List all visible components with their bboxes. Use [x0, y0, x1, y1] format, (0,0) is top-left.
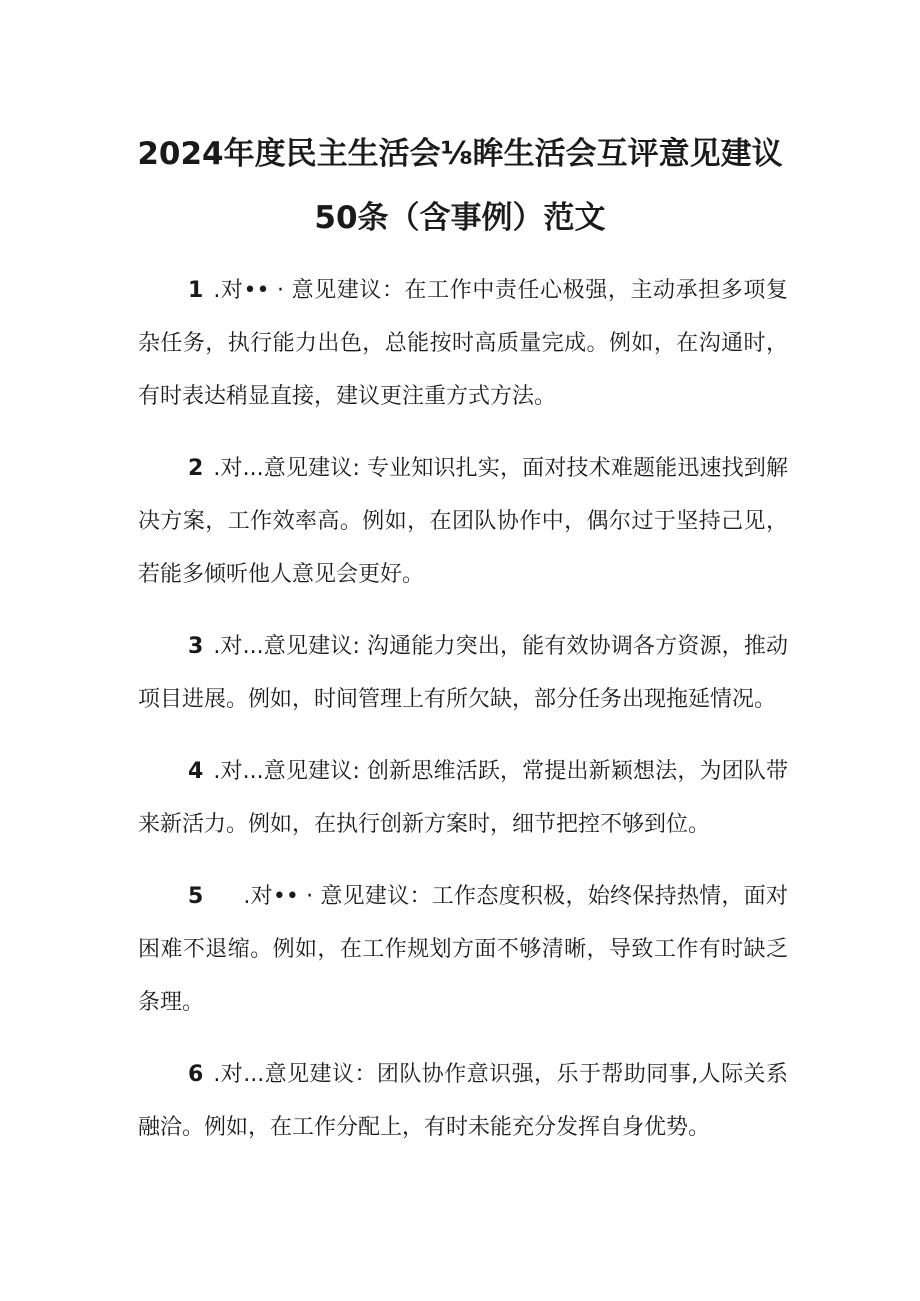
list-item — [138, 745, 788, 851]
item-number: 4 — [188, 759, 204, 784]
item-text: .对•• · 意见建议：工作态度积极，始终保持热情，面对困难不退缩。例如，在工作规划方面不够清晰，导致工作有时缺乏条理。 — [138, 884, 788, 1015]
list-item — [138, 620, 788, 726]
item-text: .对...意见建议：团队协作意识强，乐于帮助同事,人际关系融洽。例如，在工作分配上，有时未能充分发挥自身优势。 — [138, 1062, 788, 1140]
list-item — [138, 870, 788, 1029]
item-text: .对...意见建议: 专业知识扎实，面对技术难题能迅速找到解决方案，工作效率高。例如，在团队协作中，偶尔过于坚持己见，若能多倾听他人意见会更好。 — [138, 456, 788, 587]
item-number: 1 — [188, 278, 204, 303]
item-text: .对•• · 意见建议：在工作中责任心极强，主动承担多项复杂任务，执行能力出色，总能按时高质量完成。例如，在沟通时，有时表达稍显直接，建议更注重方式方法。 — [138, 278, 788, 409]
document-title: 2024年度民主生活会⅛眸生活会互评意见建议50条（含事例）范文 — [137, 136, 783, 236]
item-number: 2 — [188, 456, 204, 481]
item-number: 5 — [188, 884, 204, 909]
item-text: .对...意见建议: 创新思维活跃，常提出新颖想法，为团队带来新活力。例如，在执行创新方案时，细节把控不够到位。 — [138, 759, 788, 837]
item-number: 6 — [188, 1062, 204, 1087]
item-text: .对...意见建议: 沟通能力突出，能有效协调各方资源，推动项目进展。例如，时间管理上有所欠缺，部分任务出现拖延情况。 — [138, 634, 788, 712]
list-item — [138, 264, 788, 423]
suggestion-list — [138, 264, 788, 1173]
list-item — [138, 442, 788, 601]
list-item — [138, 1048, 788, 1154]
item-number: 3 — [188, 634, 204, 659]
